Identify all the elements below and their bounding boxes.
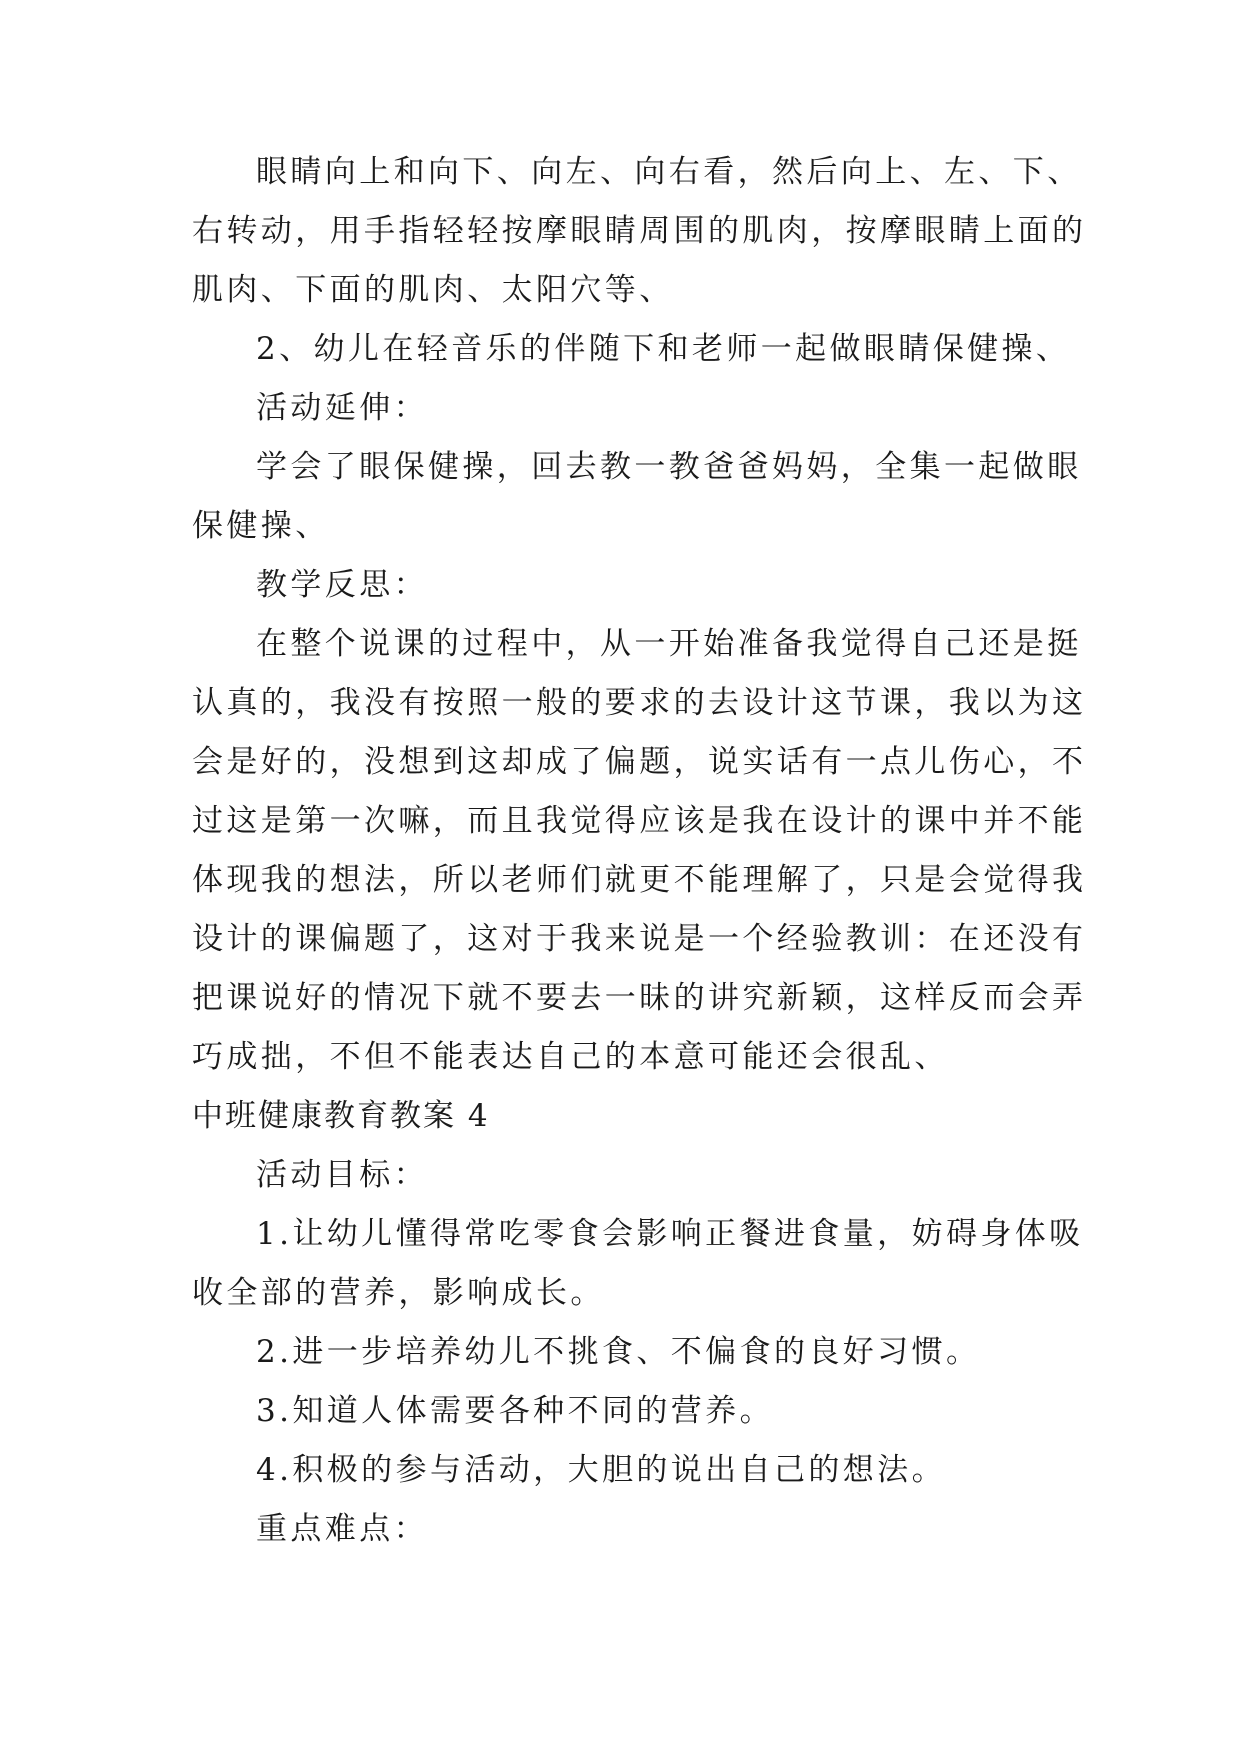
text-line: 过这是第一次嘛，而且我觉得应该是我在设计的课中并不能 — [192, 803, 1087, 839]
text-line: 1.让幼儿懂得常吃零食会影响正餐进食量，妨碍身体吸 — [256, 1216, 1084, 1252]
text-line: 3.知道人体需要各种不同的营养。 — [256, 1393, 774, 1429]
text-line: 会是好的，没想到这却成了偏题，说实话有一点儿伤心，不 — [192, 744, 1087, 780]
text-line: 体现我的想法，所以老师们就更不能理解了，只是会觉得我 — [192, 862, 1087, 898]
text-line: 右转动，用手指轻轻按摩眼睛周围的肌肉，按摩眼睛上面的 — [192, 213, 1087, 249]
text-line: 把课说好的情况下就不要去一昧的讲究新颖，这样反而会弄 — [192, 980, 1087, 1016]
text-line: 巧成拙，不但不能表达自己的本意可能还会很乱、 — [192, 1039, 949, 1075]
text-line: 在整个说课的过程中，从一开始准备我觉得自己还是挺 — [256, 626, 1082, 662]
section-heading: 中班健康教育教案 4 — [192, 1098, 490, 1134]
text-line: 学会了眼保健操，回去教一教爸爸妈妈，全集一起做眼 — [256, 449, 1082, 485]
section-label: 活动延伸： — [256, 390, 428, 426]
text-line: 2、幼儿在轻音乐的伴随下和老师一起做眼睛保健操、 — [256, 331, 1071, 367]
section-label: 教学反思： — [256, 567, 428, 603]
text-line: 眼睛向上和向下、向左、向右看，然后向上、左、下、 — [256, 154, 1082, 190]
section-label: 活动目标： — [256, 1157, 428, 1193]
text-line: 认真的，我没有按照一般的要求的去设计这节课，我以为这 — [192, 685, 1087, 721]
text-line: 肌肉、下面的肌肉、太阳穴等、 — [192, 272, 674, 308]
text-line: 收全部的营养，影响成长。 — [192, 1275, 605, 1311]
text-line: 设计的课偏题了，这对于我来说是一个经验教训：在还没有 — [192, 921, 1087, 957]
text-line: 2.进一步培养幼儿不挑食、不偏食的良好习惯。 — [256, 1334, 981, 1370]
section-label: 重点难点： — [256, 1511, 428, 1547]
text-line: 4.积极的参与活动，大胆的说出自己的想法。 — [256, 1452, 946, 1488]
text-line: 保健操、 — [192, 508, 330, 544]
